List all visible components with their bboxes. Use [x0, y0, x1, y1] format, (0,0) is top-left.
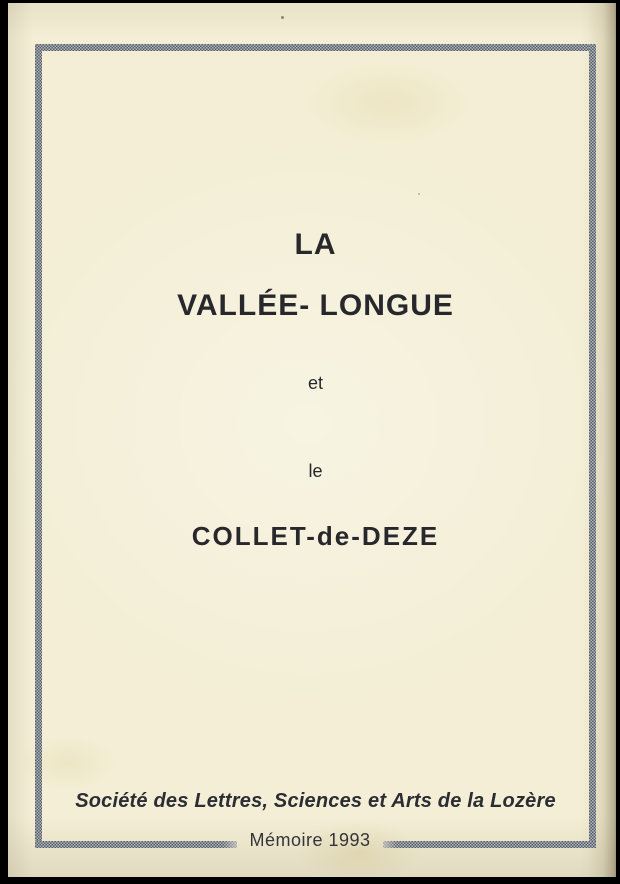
- title-collet-de-deze: COLLET-de-DEZE: [191, 521, 440, 551]
- border-frame-left: [35, 44, 42, 848]
- border-frame-top: [35, 44, 596, 51]
- border-frame-bottom-left-segment: [35, 841, 237, 848]
- title-vallee-longue: VALLÉE- LONGUE: [177, 289, 454, 322]
- border-frame-bottom-right-segment: [383, 841, 596, 848]
- title-connector-et: et: [307, 373, 323, 393]
- border-frame-right: [589, 44, 596, 848]
- memoir-year-label: Mémoire 1993: [249, 830, 371, 850]
- publisher-line: Société des Lettres, Sciences et Arts de la Lozère: [75, 790, 556, 812]
- title-article-le: le: [308, 461, 323, 481]
- paper-background: [8, 3, 616, 877]
- scan-speck: [418, 193, 420, 195]
- title-article-la: LA: [294, 228, 337, 261]
- scan-speck: [281, 16, 284, 19]
